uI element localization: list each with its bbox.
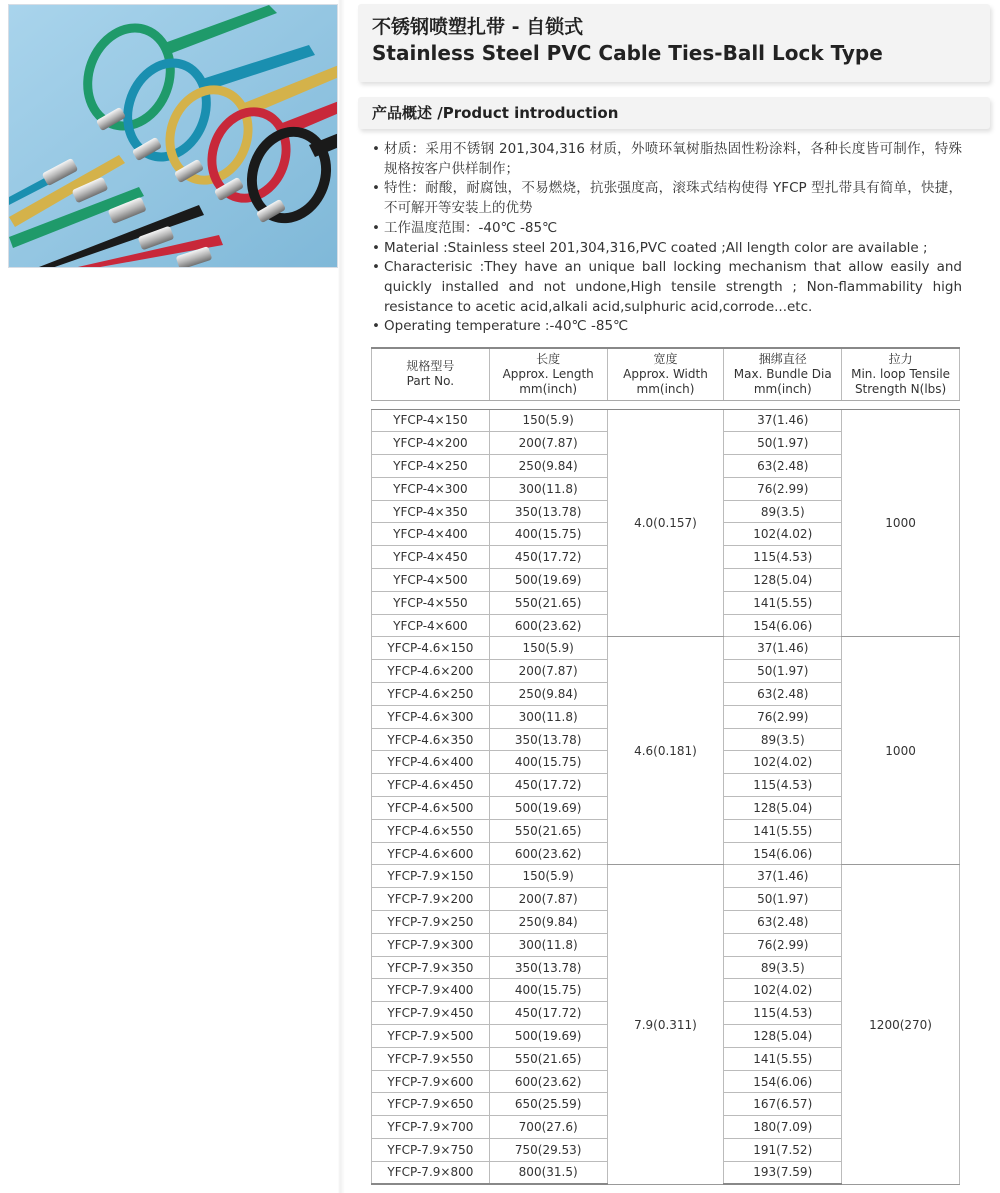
table-row (372, 637, 960, 660)
cell-bundle-dia: 154(6.06) (724, 842, 842, 865)
cell-length: 600(23.62) (489, 1070, 607, 1093)
cell-length: 700(27.6) (489, 1116, 607, 1139)
cell-bundle-dia: 102(4.02) (724, 751, 842, 774)
cell-bundle-dia: 141(5.55) (724, 591, 842, 614)
cell-part-no: YFCP-7.9×700 (372, 1116, 490, 1139)
cell-bundle-dia: 102(4.02) (724, 979, 842, 1002)
cell-bundle-dia: 76(2.99) (724, 705, 842, 728)
cell-part-no: YFCP-7.9×400 (372, 979, 490, 1002)
intro-list (370, 140, 962, 337)
cell-length: 550(21.65) (489, 591, 607, 614)
cell-tensile: 1200(270) (842, 865, 960, 1184)
intro-item: • Operating temperature :-40℃ -85℃ (370, 317, 962, 337)
cell-bundle-dia: 193(7.59) (724, 1161, 842, 1184)
cell-length: 150(5.9) (489, 865, 607, 888)
cell-bundle-dia: 141(5.55) (724, 1047, 842, 1070)
cell-length: 400(15.75) (489, 979, 607, 1002)
title-chinese: 不锈钢喷塑扎带 - 自锁式 (372, 16, 584, 38)
cell-length: 200(7.87) (489, 660, 607, 683)
cell-length: 200(7.87) (489, 888, 607, 911)
cell-length: 300(11.8) (489, 477, 607, 500)
intro-item: • 材质：采用不锈钢 201,304,316 材质，外喷环氧树脂热固性粉涂料，各种长度皆可制作，特殊规格按客户供样制作； (370, 140, 962, 179)
cell-width: 4.0(0.157) (607, 409, 724, 637)
cell-bundle-dia: 115(4.53) (724, 1002, 842, 1025)
cell-bundle-dia: 63(2.48) (724, 455, 842, 478)
header-bundle-dia: 捆绑直径 Max. Bundle Dia mm(inch) (724, 348, 842, 400)
title-english: Stainless Steel PVC Cable Ties-Ball Lock Type (372, 41, 883, 65)
cell-part-no: YFCP-7.9×450 (372, 1002, 490, 1025)
cell-bundle-dia: 128(5.04) (724, 1025, 842, 1048)
cell-part-no: YFCP-7.9×350 (372, 956, 490, 979)
cell-bundle-dia: 37(1.46) (724, 409, 842, 432)
cell-part-no: YFCP-7.9×750 (372, 1139, 490, 1162)
cell-bundle-dia: 141(5.55) (724, 819, 842, 842)
cell-part-no: YFCP-7.9×200 (372, 888, 490, 911)
cell-bundle-dia: 37(1.46) (724, 865, 842, 888)
cell-length: 350(13.78) (489, 500, 607, 523)
cell-part-no: YFCP-7.9×800 (372, 1161, 490, 1184)
cell-part-no: YFCP-7.9×250 (372, 911, 490, 934)
cell-length: 150(5.9) (489, 637, 607, 660)
cell-length: 550(21.65) (489, 819, 607, 842)
cell-tensile: 1000 (842, 409, 960, 637)
cell-length: 250(9.84) (489, 683, 607, 706)
cell-part-no: YFCP-4×350 (372, 500, 490, 523)
cell-bundle-dia: 154(6.06) (724, 1070, 842, 1093)
cell-part-no: YFCP-4×250 (372, 455, 490, 478)
cell-part-no: YFCP-4×200 (372, 432, 490, 455)
cell-bundle-dia: 128(5.04) (724, 569, 842, 592)
cell-part-no: YFCP-7.9×650 (372, 1093, 490, 1116)
cell-part-no: YFCP-4×300 (372, 477, 490, 500)
cell-bundle-dia: 115(4.53) (724, 546, 842, 569)
cell-length: 250(9.84) (489, 455, 607, 478)
cell-length: 450(17.72) (489, 774, 607, 797)
cell-part-no: YFCP-4.6×250 (372, 683, 490, 706)
cell-length: 400(15.75) (489, 523, 607, 546)
header-length: 长度 Approx. Length mm(inch) (489, 348, 607, 400)
spec-table (371, 347, 960, 1185)
cell-part-no: YFCP-4.6×350 (372, 728, 490, 751)
cell-length: 500(19.69) (489, 797, 607, 820)
cell-part-no: YFCP-4×150 (372, 409, 490, 432)
section-heading: 产品概述 /Product introduction (358, 97, 990, 129)
cell-length: 400(15.75) (489, 751, 607, 774)
cell-bundle-dia: 76(2.99) (724, 477, 842, 500)
cell-bundle-dia: 50(1.97) (724, 660, 842, 683)
cell-part-no: YFCP-7.9×500 (372, 1025, 490, 1048)
cell-part-no: YFCP-4.6×450 (372, 774, 490, 797)
cell-length: 800(31.5) (489, 1161, 607, 1184)
cell-length: 650(25.59) (489, 1093, 607, 1116)
cell-length: 750(29.53) (489, 1139, 607, 1162)
cell-bundle-dia: 76(2.99) (724, 933, 842, 956)
cell-bundle-dia: 89(3.5) (724, 500, 842, 523)
table-spacer-row (372, 400, 960, 409)
title-box (358, 4, 990, 82)
table-header-row (372, 348, 960, 400)
cell-part-no: YFCP-4.6×200 (372, 660, 490, 683)
cell-length: 450(17.72) (489, 1002, 607, 1025)
cell-length: 600(23.62) (489, 842, 607, 865)
cell-part-no: YFCP-4×600 (372, 614, 490, 637)
table-row (372, 865, 960, 888)
intro-item: • 工作温度范围：-40℃ -85℃ (370, 219, 962, 239)
cell-part-no: YFCP-7.9×600 (372, 1070, 490, 1093)
cell-part-no: YFCP-4.6×500 (372, 797, 490, 820)
cell-bundle-dia: 50(1.97) (724, 888, 842, 911)
cell-part-no: YFCP-4.6×300 (372, 705, 490, 728)
cell-length: 150(5.9) (489, 409, 607, 432)
intro-item: • Characterisic :They have an unique ball locking mechanism that allow easily and quickly installed and not undone,High tensile strength ; Non-flammability high resistance to acetic acid,alkali acid,sulphuric acid,corrode...etc. (370, 258, 962, 317)
cell-part-no: YFCP-4×450 (372, 546, 490, 569)
header-tensile: 拉力 Min. loop Tensile Strength N(lbs) (842, 348, 960, 400)
product-photo (8, 4, 338, 268)
cell-length: 500(19.69) (489, 1025, 607, 1048)
cell-bundle-dia: 154(6.06) (724, 614, 842, 637)
cell-length: 550(21.65) (489, 1047, 607, 1070)
cell-bundle-dia: 63(2.48) (724, 683, 842, 706)
cell-bundle-dia: 50(1.97) (724, 432, 842, 455)
cell-bundle-dia: 89(3.5) (724, 956, 842, 979)
cell-part-no: YFCP-4.6×400 (372, 751, 490, 774)
cell-length: 300(11.8) (489, 933, 607, 956)
header-width: 宽度 Approx. Width mm(inch) (607, 348, 724, 400)
cell-part-no: YFCP-4.6×550 (372, 819, 490, 842)
cell-bundle-dia: 63(2.48) (724, 911, 842, 934)
intro-item: • Material :Stainless steel 201,304,316,PVC coated ;All length color are available ; (370, 239, 962, 259)
cell-part-no: YFCP-4.6×150 (372, 637, 490, 660)
cell-tensile: 1000 (842, 637, 960, 865)
cell-bundle-dia: 180(7.09) (724, 1116, 842, 1139)
header-part-no: 规格型号 Part No. (372, 348, 490, 400)
cell-length: 350(13.78) (489, 956, 607, 979)
cable-ties-illustration (9, 5, 338, 268)
cell-bundle-dia: 37(1.46) (724, 637, 842, 660)
cell-length: 500(19.69) (489, 569, 607, 592)
cell-width: 4.6(0.181) (607, 637, 724, 865)
cell-length: 200(7.87) (489, 432, 607, 455)
cell-part-no: YFCP-4×550 (372, 591, 490, 614)
cell-part-no: YFCP-7.9×300 (372, 933, 490, 956)
cell-length: 600(23.62) (489, 614, 607, 637)
cell-length: 300(11.8) (489, 705, 607, 728)
cell-bundle-dia: 191(7.52) (724, 1139, 842, 1162)
cell-bundle-dia: 128(5.04) (724, 797, 842, 820)
table-row (372, 409, 960, 432)
cell-part-no: YFCP-4×400 (372, 523, 490, 546)
table-body (372, 400, 960, 1184)
cell-bundle-dia: 115(4.53) (724, 774, 842, 797)
cell-part-no: YFCP-7.9×550 (372, 1047, 490, 1070)
cell-length: 450(17.72) (489, 546, 607, 569)
cell-bundle-dia: 167(6.57) (724, 1093, 842, 1116)
cell-part-no: YFCP-7.9×150 (372, 865, 490, 888)
cell-part-no: YFCP-4×500 (372, 569, 490, 592)
cell-width: 7.9(0.311) (607, 865, 724, 1184)
cell-bundle-dia: 89(3.5) (724, 728, 842, 751)
cell-bundle-dia: 102(4.02) (724, 523, 842, 546)
cell-part-no: YFCP-4.6×600 (372, 842, 490, 865)
cell-length: 250(9.84) (489, 911, 607, 934)
intro-item: • 特性：耐酸，耐腐蚀，不易燃烧，抗张强度高，滚珠式结构使得 YFCP 型扎带具有简单，快捷，不可解开等安装上的优势 (370, 179, 962, 218)
cell-length: 350(13.78) (489, 728, 607, 751)
